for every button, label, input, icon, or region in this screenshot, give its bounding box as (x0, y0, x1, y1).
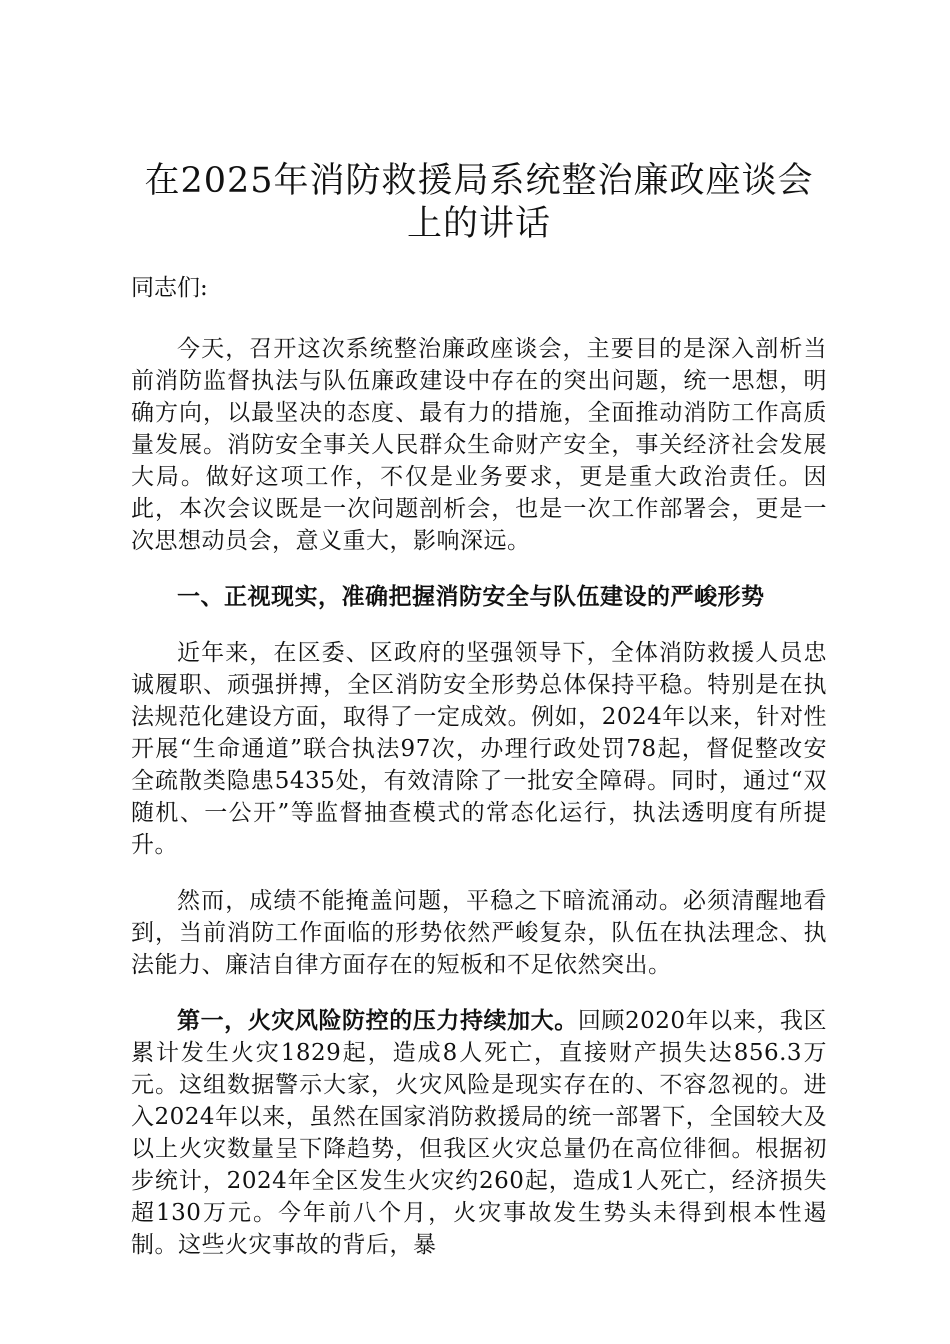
document-page (131, 160, 827, 1261)
intro-paragraph: 今天，召开这次系统整治廉政座谈会，主要目的是深入剖析当前消防监督执法与队伍廉政建设中存在的突出问题，统一思想，明确方向，以最坚决的态度、最有力的措施，全面推动消防工作高质量发展。消防安全事关人民群众生命财产安全，事关经济社会发展大局。做好这项工作，不仅是业务要求，更是重大政治责任。因此，本次会议既是一次问题剖析会，也是一次工作部署会，更是一次思想动员会，意义重大，影响深远。 (131, 336, 827, 554)
section-paragraph-problems: 然而，成绩不能掩盖问题，平稳之下暗流涌动。必须清醒地看到，当前消防工作面临的形势依然严峻复杂，队伍在执法理念、执法能力、廉洁自律方面存在的短板和不足依然突出。 (131, 888, 827, 978)
point-one-body: 回顾2020年以来，我区累计发生火灾1829起，造成8人死亡，直接财产损失达856.3万元。这组数据警示大家，火灾风险是现实存在的、不容忽视的。进入2024年以来，虽然在国家消防救援局的统一部署下，全国较大及以上火灾数量呈下降趋势，但我区火灾总量仍在高位徘徊。根据初步统计，2024年全区发生火灾约260起，造成1人死亡，经济损失超130万元。今年前八个月，火灾事故发生势头未得到根本性遏制。这些火灾事故的背后，暴 (131, 1008, 827, 1258)
point-one-paragraph (131, 1005, 827, 1261)
document-title: 在2025年消防救援局系统整治廉政座谈会上的讲话 (144, 161, 814, 244)
greeting: 同志们: (131, 275, 208, 301)
point-one-lead: 第一，火灾风险防控的压力持续加大。 (177, 1007, 578, 1034)
section-paragraph-achievements: 近年来，在区委、区政府的坚强领导下，全体消防救援人员忠诚履职、顽强拼搏，全区消防安全形势总体保持平稳。特别是在执法规范化建设方面，取得了一定成效。例如，2024年以来，针对性开展“生命通道”联合执法97次，办理行政处罚78起，督促整改安全疏散类隐患5435处，有效清除了一批安全障碍。同时，通过“双随机、一公开”等监督抽查模式的常态化运行，执法透明度有所提升。 (131, 640, 827, 858)
section-heading: 一、正视现实，准确把握消防安全与队伍建设的严峻形势 (177, 583, 765, 610)
